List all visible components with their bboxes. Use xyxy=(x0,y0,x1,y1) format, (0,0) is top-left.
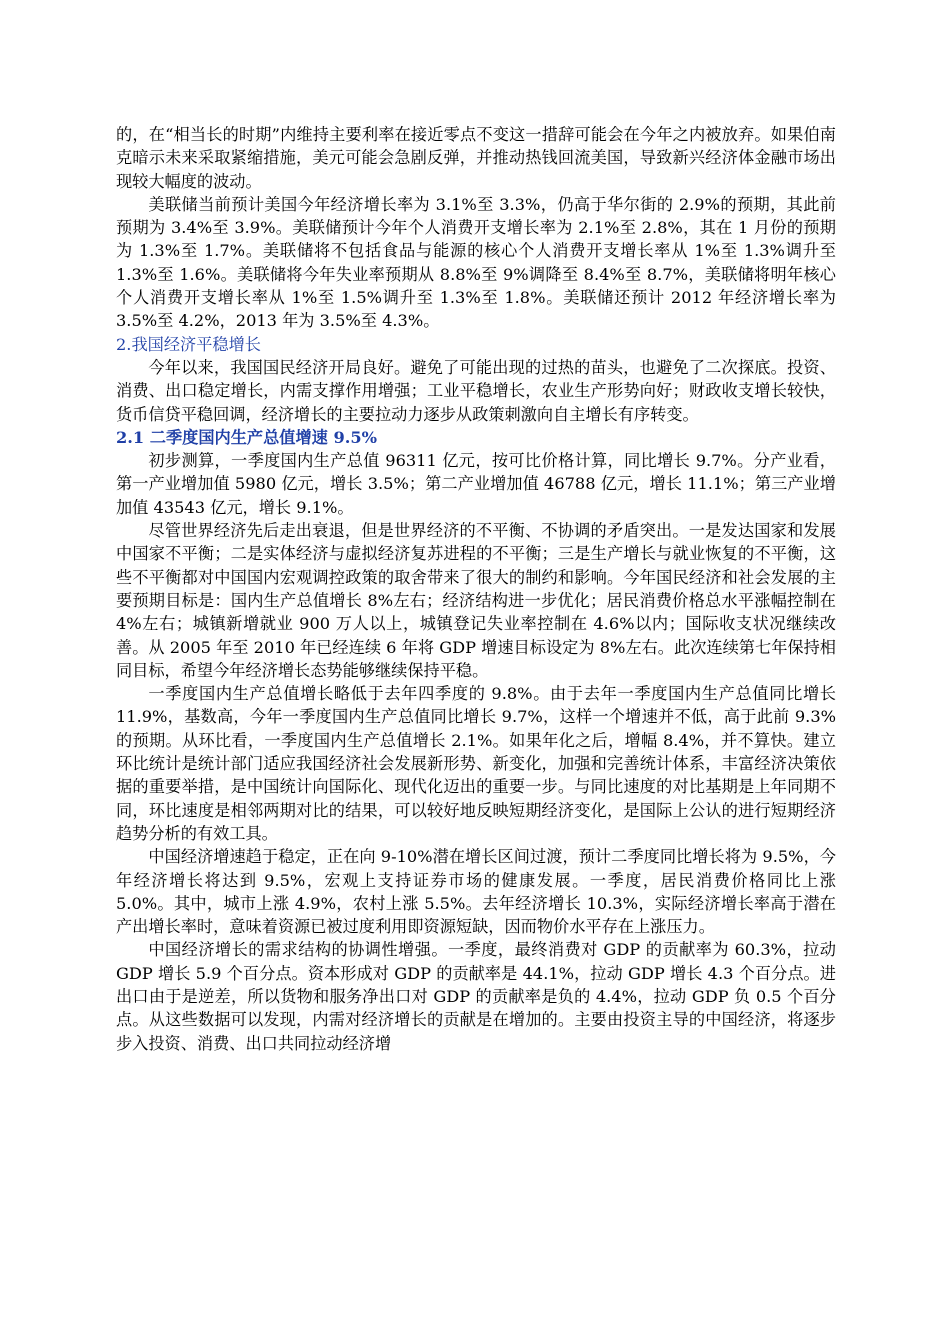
paragraph-growth-stability: 中国经济增速趋于稳定，正在向 9-10%潜在增长区间过渡，预计二季度同比增长将为 9.5%，今年经济增长将达到 9.5%，宏观上支持证券市场的健康发展。一季度，居民消费价格同比上涨 5.0%。其中，城市上涨 4.9%，农村上涨 5.5%。去年经济增长 10.3%，实际经济增长率高于潜在产出增长率时，意味着资源已被过度利用即资源短缺，因而物价水平存在上涨压力。 xyxy=(116,847,836,937)
paragraph-fed-forecast: 美联储当前预计美国今年经济增长率为 3.1%至 3.3%，仍高于华尔街的 2.9%的预期，其此前预期为 3.4%至 3.9%。美联储预计今年个人消费开支增长率为 2.1%至 2.8%，其在 1 月份的预期为 1.3%至 1.7%。美联储将不包括食品与能源的核心个人消费开支增长率从 1%至 1.3%调升至 1.3%至 1.6%。美联储将今年失业率预期从 8.8%至 9%调降至 8.4%至 8.7%，美联储将明年核心个人消费开支增长率从 1%至 1.5%调升至 1.3%至 1.8%。美联储还预计 2012 年经济增长率为 3.5%至 4.2%，2013 年为 3.5%至 4.3%。 xyxy=(116,194,836,331)
paragraph-continuation: 的，在“相当长的时期”内维持主要利率在接近零点不变这一措辞可能会在今年之内被放弃。如果伯南克暗示未来采取紧缩措施，美元可能会急剧反弹，并推动热钱回流美国，导致新兴经济体金融市场出现较大幅度的波动。 xyxy=(116,125,836,191)
document-page xyxy=(116,123,836,1055)
paragraph-gdp-comparison: 一季度国内生产总值增长略低于去年四季度的 9.8%。由于去年一季度国内生产总值同比增长 11.9%，基数高，今年一季度国内生产总值同比增长 9.7%，这样一个增速并不低，高于此前 9.3%的预期。从环比看，一季度国内生产总值增长 2.1%。如果年化之后，增幅 8.4%，并不算快。建立环比统计是统计部门适应我国经济社会发展新形势、新变化，加强和完善统计体系，丰富经济决策依据的重要举措，是中国统计向国际化、现代化迈出的重要一步。与同比速度的对比基期是上年同期不同，环比速度是相邻两期对比的结果，可以较好地反映短期经济变化，是国际上公认的进行短期经济趋势分析的有效工具。 xyxy=(116,684,836,843)
paragraph-gdp-q1: 初步测算，一季度国内生产总值 96311 亿元，按可比价格计算，同比增长 9.7%。分产业看，第一产业增加值 5980 亿元，增长 3.5%；第二产业增加值 46788 亿元，增长 11.1%；第三产业增加值 43543 亿元，增长 9.1%。 xyxy=(116,451,836,517)
section-heading-china-economy: 2.我国经济平稳增长 xyxy=(116,334,261,354)
paragraph-china-overview: 今年以来，我国国民经济开局良好。避免了可能出现的过热的苗头，也避免了二次探底。投资、消费、出口稳定增长，内需支撑作用增强；工业平稳增长，农业生产形势向好；财政收支增长较快，货币信贷平稳回调，经济增长的主要拉动力逐步从政策刺激向自主增长有序转变。 xyxy=(116,357,836,424)
paragraph-world-economy: 尽管世界经济先后走出衰退，但是世界经济的不平衡、不协调的矛盾突出。一是发达国家和发展中国家不平衡；二是实体经济与虚拟经济复苏进程的不平衡；三是生产增长与就业恢复的不平衡，这些不平衡都对中国国内宏观调控政策的取舍带来了很大的制约和影响。今年国民经济和社会发展的主要预期目标是：国内生产总值增长 8%左右；经济结构进一步优化；居民消费价格总水平涨幅控制在 4%左右；城镇新增就业 900 万人以上，城镇登记失业率控制在 4.6%以内；国际收支状况继续改善。从 2005 年至 2010 年已经连续 6 年将 GDP 增速目标设定为 8%左右。此次连续第七年保持相同目标，希望今年经济增长态势能够继续保持平稳。 xyxy=(116,521,836,680)
paragraph-demand-structure: 中国经济增长的需求结构的协调性增强。一季度，最终消费对 GDP 的贡献率为 60.3%，拉动 GDP 增长 5.9 个百分点。资本形成对 GDP 的贡献率是 44.1%，拉动 GDP 增长 4.3 个百分点。进出口由于是逆差，所以货物和服务净出口对 GDP 的贡献率是负的 4.4%，拉动 GDP 负 0.5 个百分点。从这些数据可以发现，内需对经济增长的贡献是在增加的。主要由投资主导的中国经济，将逐步步入投资、消费、出口共同拉动经济增 xyxy=(116,940,836,1053)
subsection-heading-gdp-q2: 2.1 二季度国内生产总值增速 9.5% xyxy=(116,427,378,447)
